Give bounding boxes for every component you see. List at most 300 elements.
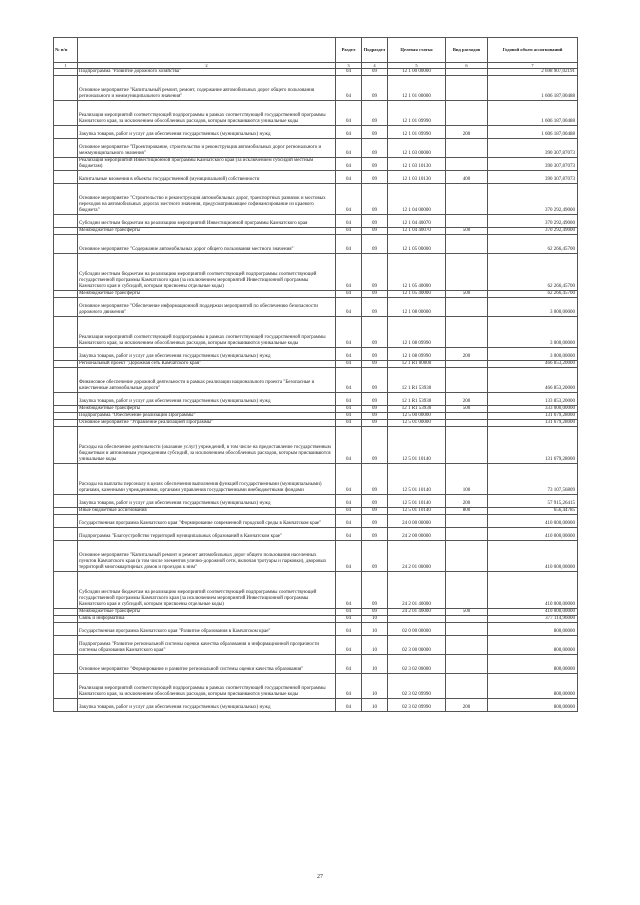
table-row (54, 348, 578, 361)
row-number-cell (54, 616, 78, 623)
row-amount-cell: 131 679,28000 (488, 413, 578, 420)
row-expense-type-cell: 500 (446, 406, 488, 413)
table-row (54, 528, 578, 541)
row-razdel-cell: 04 (336, 69, 362, 76)
row-amount-cell: 62 266,45700 (488, 254, 578, 291)
row-razdel-cell: 04 (336, 541, 362, 572)
table-row (54, 184, 578, 215)
row-razdel-cell: 04 (336, 298, 362, 317)
row-amount-cell: 390 307,87073 (488, 139, 578, 158)
row-razdel-cell: 04 (336, 393, 362, 406)
row-podrazdel-cell: 09 (362, 317, 388, 348)
row-expense-type-cell (446, 368, 488, 393)
row-podrazdel-cell: 09 (362, 572, 388, 609)
row-podrazdel-cell: 09 (362, 126, 388, 139)
row-razdel-cell: 04 (336, 655, 362, 674)
row-name-cell: Реализация мероприятий соответствующей подпрограммы в рамках соответствующей государственной программы Камчатского края, за исключением обособленных расходов, которым присваиваются уникальные коды (78, 101, 336, 126)
row-podrazdel-cell: 09 (362, 348, 388, 361)
row-name-cell: Расходы на обеспечение деятельности (оказание услуг) учреждений, в том числе на предоставление государственным бюджетным и автономным учреждениям субсидий, за исключением обособленных расходов, которым присваиваются уникальные коды (78, 427, 336, 464)
row-name-cell: Основное мероприятие "Управление реализацией Программы" (78, 420, 336, 427)
row-name-cell: Межбюджетные трансферты (78, 228, 336, 235)
row-podrazdel-cell: 09 (362, 254, 388, 291)
row-number-cell (54, 235, 78, 254)
table-row (54, 515, 578, 528)
row-number-cell (54, 171, 78, 184)
row-name-cell: Основное мероприятие "Содержание автомобильных дорог общего пользования местного значения" (78, 235, 336, 254)
row-target-article-cell: 24 2 01 40000 (388, 572, 446, 609)
row-podrazdel-cell: 09 (362, 298, 388, 317)
row-target-article-cell: 12 1 04 40070 (388, 215, 446, 228)
row-podrazdel-cell: 09 (362, 515, 388, 528)
table-row (54, 158, 578, 171)
row-target-article-cell: 02 3 02 09990 (388, 699, 446, 712)
table-row (54, 495, 578, 508)
row-name-cell: Закупка товаров, работ и услуг для обеспечения государственных (муниципальных) нужд (78, 348, 336, 361)
row-expense-type-cell (446, 420, 488, 427)
row-podrazdel-cell: 09 (362, 406, 388, 413)
row-expense-type-cell: 200 (446, 393, 488, 406)
table-row (54, 699, 578, 712)
row-expense-type-cell (446, 158, 488, 171)
row-name-cell: Основное мероприятие "Обеспечение информационной поддержки мероприятий по обеспечению безопасности дорожного движения" (78, 298, 336, 317)
row-name-cell: Подпрограмма "Развитие региональной системы оценки качества образования и информационной прозрачности системы образования Камчатского края" (78, 636, 336, 655)
row-name-cell: Реализация мероприятий соответствующей подпрограммы в рамках соответствующей государственной программы Камчатского края, за исключением обособленных расходов, которым присваиваются уникальные коды (78, 674, 336, 699)
row-podrazdel-cell: 09 (362, 291, 388, 298)
row-amount-cell: 2 698 907,02191 (488, 69, 578, 76)
row-amount-cell: 1 606 187,00488 (488, 101, 578, 126)
table-row (54, 368, 578, 393)
row-target-article-cell: 12 5 00 00000 (388, 413, 446, 420)
row-razdel-cell: 04 (336, 623, 362, 636)
row-name-cell: Межбюджетные трансферты (78, 406, 336, 413)
header-number: № п/п (54, 38, 78, 63)
row-podrazdel-cell: 09 (362, 393, 388, 406)
row-podrazdel-cell: 10 (362, 623, 388, 636)
row-number-cell (54, 69, 78, 76)
row-amount-cell: 800,00000 (488, 699, 578, 712)
column-number: 6 (446, 63, 488, 69)
row-expense-type-cell (446, 636, 488, 655)
header-target-article: Целевая статья (388, 38, 446, 63)
column-number: 5 (388, 63, 446, 69)
row-podrazdel-cell: 10 (362, 699, 388, 712)
row-name-cell: Субсидии местным бюджетам на реализацию мероприятий соответствующей подпрограммы соответствующей государственной программы Камчатского края (за исключением мероприятий Инвестиционной программы Камчатского края и субсидий, которым присвоены отдельные коды) (78, 572, 336, 609)
row-number-cell (54, 298, 78, 317)
row-razdel-cell: 04 (336, 508, 362, 515)
table-row (54, 139, 578, 158)
row-number-cell (54, 368, 78, 393)
row-razdel-cell: 04 (336, 76, 362, 101)
row-target-article-cell: 12 5 01 10140 (388, 495, 446, 508)
row-target-article-cell: 12 1 03 10130 (388, 171, 446, 184)
table-row (54, 636, 578, 655)
row-podrazdel-cell: 09 (362, 361, 388, 368)
row-expense-type-cell (446, 101, 488, 126)
row-amount-cell: 62 266,45700 (488, 291, 578, 298)
row-number-cell (54, 139, 78, 158)
row-name-cell: Межбюджетные трансферты (78, 291, 336, 298)
row-number-cell (54, 76, 78, 101)
header-name (78, 38, 336, 63)
row-name-cell: Государственная программа Камчатского края "Формирование современной городской среды в Камчатском крае" (78, 515, 336, 528)
row-name-cell: Закупка товаров, работ и услуг для обеспечения государственных (муниципальных) нужд (78, 699, 336, 712)
row-name-cell: Основное мероприятие "Формирование и развитие региональной системы оценки качества образования" (78, 655, 336, 674)
row-number-cell (54, 541, 78, 572)
row-number-cell (54, 348, 78, 361)
row-razdel-cell: 04 (336, 126, 362, 139)
row-podrazdel-cell: 09 (362, 368, 388, 393)
row-razdel-cell: 04 (336, 184, 362, 215)
row-target-article-cell: 12 1 04 00000 (388, 184, 446, 215)
row-razdel-cell: 04 (336, 636, 362, 655)
row-number-cell (54, 254, 78, 291)
row-amount-cell: 390 307,87073 (488, 158, 578, 171)
row-amount-cell: 466 853,20000 (488, 361, 578, 368)
table-body (54, 69, 578, 712)
row-razdel-cell: 04 (336, 158, 362, 171)
row-target-article-cell: 24 2 01 00000 (388, 541, 446, 572)
row-podrazdel-cell: 09 (362, 171, 388, 184)
header-annual-amount: Годовой объем ассигнований (488, 38, 578, 63)
table-row (54, 126, 578, 139)
row-expense-type-cell: 200 (446, 126, 488, 139)
row-amount-cell: 410 000,00000 (488, 528, 578, 541)
table-row (54, 508, 578, 515)
row-podrazdel-cell: 09 (362, 413, 388, 420)
table-row (54, 655, 578, 674)
table-row (54, 101, 578, 126)
row-amount-cell: 133 853,20000 (488, 393, 578, 406)
row-podrazdel-cell: 09 (362, 541, 388, 572)
row-podrazdel-cell: 09 (362, 76, 388, 101)
row-number-cell (54, 674, 78, 699)
row-podrazdel-cell: 09 (362, 184, 388, 215)
header-podrazdel: Подраздел (362, 38, 388, 63)
header-expense-type: Вид расходов (446, 38, 488, 63)
budget-table (53, 37, 578, 712)
row-target-article-cell: 12 1 R1 53930 (388, 368, 446, 393)
row-razdel-cell: 04 (336, 427, 362, 464)
row-razdel-cell: 04 (336, 254, 362, 291)
row-name-cell: Подпрограмма "Развитие дорожного хозяйства" (78, 69, 336, 76)
row-expense-type-cell: 200 (446, 699, 488, 712)
row-podrazdel-cell: 10 (362, 674, 388, 699)
row-amount-cell: 656,44785 (488, 508, 578, 515)
row-name-cell: Финансовое обеспечение дорожной деятельности в рамках реализации национального проекта "Безопасные и качественные автомобильные дороги" (78, 368, 336, 393)
row-podrazdel-cell: 10 (362, 655, 388, 674)
row-amount-cell: 3 000,00000 (488, 317, 578, 348)
row-amount-cell: 410 000,00000 (488, 572, 578, 609)
table-row (54, 298, 578, 317)
row-razdel-cell: 04 (336, 464, 362, 495)
row-name-cell: Основное мероприятие "Капитальный ремонт и ремонт автомобильных дорог общего пользования населенных пунктов Камчатского края (в том числе элементов улично-дорожной сети, включая тротуары и парковки), дворовых территорий многоквартирных домов и проездов к ним" (78, 541, 336, 572)
row-expense-type-cell: 100 (446, 464, 488, 495)
table-row (54, 413, 578, 420)
row-expense-type-cell (446, 616, 488, 623)
row-target-article-cell (388, 616, 446, 623)
table-row (54, 235, 578, 254)
row-amount-cell: 131 679,28000 (488, 420, 578, 427)
table-row (54, 228, 578, 235)
row-razdel-cell: 04 (336, 609, 362, 616)
row-expense-type-cell (446, 655, 488, 674)
row-amount-cell: 57 915,26415 (488, 495, 578, 508)
row-razdel-cell: 04 (336, 317, 362, 348)
table-row (54, 609, 578, 616)
table-row (54, 464, 578, 495)
table-header-row (54, 38, 578, 63)
row-podrazdel-cell: 09 (362, 228, 388, 235)
row-razdel-cell: 04 (336, 528, 362, 541)
row-target-article-cell: 24 0 00 00000 (388, 515, 446, 528)
row-target-article-cell: 12 1 R1 53930 (388, 393, 446, 406)
row-target-article-cell: 12 1 01 09990 (388, 101, 446, 126)
row-target-article-cell: 12 1 08 09990 (388, 348, 446, 361)
row-target-article-cell: 12 1 04 40070 (388, 228, 446, 235)
row-amount-cell: 3 000,00000 (488, 348, 578, 361)
row-amount-cell: 390 307,87073 (488, 171, 578, 184)
row-name-cell: Субсидии местным бюджетам на реализацию мероприятий соответствующей подпрограммы соответствующей государственной программы Камчатского края (за исключением мероприятий Инвестиционной программы Камчатского края и субсидий, которым присвоены отдельные коды) (78, 254, 336, 291)
row-expense-type-cell (446, 572, 488, 609)
table-row (54, 623, 578, 636)
row-expense-type-cell (446, 427, 488, 464)
row-target-article-cell: 12 1 R1 53930 (388, 406, 446, 413)
row-podrazdel-cell: 10 (362, 616, 388, 623)
row-target-article-cell: 12 1 08 00000 (388, 298, 446, 317)
table-row (54, 361, 578, 368)
row-name-cell: Основное мероприятие "Проектирование, строительство и реконструкция автомобильных дорог регионального и межмуниципального значения" (78, 139, 336, 158)
row-expense-type-cell: 400 (446, 171, 488, 184)
row-razdel-cell: 04 (336, 368, 362, 393)
row-razdel-cell: 04 (336, 616, 362, 623)
row-target-article-cell: 12 5 01 10140 (388, 464, 446, 495)
page-number: 27 (317, 874, 323, 880)
row-name-cell: Основное мероприятие "Капитальный ремонт, ремонт, содержание автомобильных дорог общего пользования регионального и межмуниципального значения" (78, 76, 336, 101)
row-target-article-cell: 12 1 05 40000 (388, 291, 446, 298)
row-name-cell: Подпрограмма "Благоустройство территорий муниципальных образований в Камчатском крае" (78, 528, 336, 541)
row-number-cell (54, 515, 78, 528)
row-amount-cell: 370 292,49000 (488, 184, 578, 215)
row-amount-cell: 370 292,49000 (488, 228, 578, 235)
row-target-article-cell: 12 5 01 10140 (388, 427, 446, 464)
row-amount-cell: 370 292,49000 (488, 215, 578, 228)
row-expense-type-cell (446, 317, 488, 348)
header-razdel: Раздел (336, 38, 362, 63)
row-target-article-cell: 12 1 03 00000 (388, 139, 446, 158)
row-name-cell: Межбюджетные трансферты (78, 609, 336, 616)
row-number-cell (54, 508, 78, 515)
row-number-cell (54, 126, 78, 139)
row-expense-type-cell (446, 541, 488, 572)
row-razdel-cell: 04 (336, 139, 362, 158)
row-podrazdel-cell: 09 (362, 69, 388, 76)
row-expense-type-cell (446, 298, 488, 317)
row-name-cell: Закупка товаров, работ и услуг для обеспечения государственных (муниципальных) нужд (78, 495, 336, 508)
row-expense-type-cell (446, 674, 488, 699)
row-name-cell: Основное мероприятие "Строительство и реконструкция автомобильных дорог, транспортных развязок и мостовых переходов на автомобильных дорогах местного значения, предусматривающее софинансирование из краевого бюджета" (78, 184, 336, 215)
column-number: 3 (336, 63, 362, 69)
row-expense-type-cell (446, 254, 488, 291)
row-amount-cell: 410 000,00000 (488, 515, 578, 528)
row-razdel-cell: 04 (336, 420, 362, 427)
row-razdel-cell: 04 (336, 348, 362, 361)
row-number-cell (54, 464, 78, 495)
row-expense-type-cell (446, 235, 488, 254)
table-row (54, 420, 578, 427)
row-amount-cell: 410 000,00000 (488, 541, 578, 572)
row-amount-cell: 62 266,45700 (488, 235, 578, 254)
row-name-cell: Капитальные вложения в объекты государственной (муниципальной) собственности (78, 171, 336, 184)
row-podrazdel-cell: 09 (362, 158, 388, 171)
table-row (54, 616, 578, 623)
table-row (54, 291, 578, 298)
row-name-cell: Расходы на выплаты персоналу в целях обеспечения выполнения функций государственными (муниципальными) органами, казенными учреждениями, органами управления государственными внебюджетными фондами (78, 464, 336, 495)
row-podrazdel-cell: 10 (362, 636, 388, 655)
row-name-cell: Закупка товаров, работ и услуг для обеспечения государственных (муниципальных) нужд (78, 393, 336, 406)
row-name-cell: Государственная программа Камчатского края "Развитие образования в Камчатском крае" (78, 623, 336, 636)
row-number-cell (54, 215, 78, 228)
row-expense-type-cell (446, 361, 488, 368)
row-podrazdel-cell: 09 (362, 528, 388, 541)
row-target-article-cell: 24 2 01 40000 (388, 609, 446, 616)
row-podrazdel-cell: 09 (362, 215, 388, 228)
row-number-cell (54, 317, 78, 348)
table-row (54, 317, 578, 348)
row-number-cell (54, 413, 78, 420)
row-name-cell: Подпрограмма "Обеспечение реализации Программы" (78, 413, 336, 420)
table-row (54, 393, 578, 406)
row-number-cell (54, 361, 78, 368)
row-podrazdel-cell: 09 (362, 235, 388, 254)
row-target-article-cell: 12 5 01 00000 (388, 420, 446, 427)
row-razdel-cell: 04 (336, 101, 362, 126)
row-expense-type-cell (446, 69, 488, 76)
table-row (54, 69, 578, 76)
row-target-article-cell: 12 1 08 09990 (388, 317, 446, 348)
row-number-cell (54, 699, 78, 712)
row-target-article-cell: 02 3 02 00000 (388, 655, 446, 674)
row-expense-type-cell (446, 515, 488, 528)
row-name-cell: Региональный проект "Дорожная сеть Камчатского края" (78, 361, 336, 368)
row-podrazdel-cell: 09 (362, 420, 388, 427)
row-podrazdel-cell: 09 (362, 508, 388, 515)
row-target-article-cell: 12 1 03 10130 (388, 158, 446, 171)
table-row (54, 541, 578, 572)
table-row (54, 572, 578, 609)
row-number-cell (54, 291, 78, 298)
row-name-cell: Связь и информатика (78, 616, 336, 623)
row-target-article-cell: 12 5 01 10140 (388, 508, 446, 515)
row-razdel-cell: 04 (336, 361, 362, 368)
row-number-cell (54, 228, 78, 235)
column-number: 4 (362, 63, 388, 69)
row-target-article-cell: 12 1 00 00000 (388, 69, 446, 76)
row-amount-cell: 3 000,00000 (488, 298, 578, 317)
row-razdel-cell: 04 (336, 413, 362, 420)
row-expense-type-cell (446, 528, 488, 541)
row-expense-type-cell (446, 413, 488, 420)
row-number-cell (54, 406, 78, 413)
row-amount-cell: 800,00000 (488, 636, 578, 655)
row-target-article-cell: 12 1 01 00000 (388, 76, 446, 101)
table-row (54, 76, 578, 101)
row-target-article-cell: 12 1 05 00000 (388, 235, 446, 254)
row-amount-cell: 800,00000 (488, 623, 578, 636)
row-number-cell (54, 623, 78, 636)
row-razdel-cell: 04 (336, 291, 362, 298)
column-number: 1 (54, 63, 78, 69)
column-number: 7 (488, 63, 578, 69)
row-number-cell (54, 609, 78, 616)
table-row (54, 427, 578, 464)
row-number-cell (54, 636, 78, 655)
row-podrazdel-cell: 09 (362, 139, 388, 158)
row-expense-type-cell: 500 (446, 228, 488, 235)
row-number-cell (54, 158, 78, 171)
row-number-cell (54, 495, 78, 508)
row-razdel-cell: 04 (336, 406, 362, 413)
row-expense-type-cell: 800 (446, 508, 488, 515)
row-expense-type-cell: 500 (446, 609, 488, 616)
row-target-article-cell: 02 3 00 00000 (388, 636, 446, 655)
row-razdel-cell: 04 (336, 171, 362, 184)
row-amount-cell: 466 853,20000 (488, 368, 578, 393)
row-target-article-cell: 12 1 05 40000 (388, 254, 446, 291)
row-amount-cell: 1 606 187,00488 (488, 76, 578, 101)
row-expense-type-cell (446, 76, 488, 101)
row-target-article-cell: 02 3 02 09990 (388, 674, 446, 699)
row-podrazdel-cell: 09 (362, 609, 388, 616)
row-amount-cell: 377 114,96000 (488, 616, 578, 623)
row-number-cell (54, 420, 78, 427)
row-expense-type-cell (446, 184, 488, 215)
row-amount-cell: 800,00000 (488, 655, 578, 674)
row-name-cell: Субсидии местным бюджетам на реализацию мероприятий Инвестиционной программы Камчатского края (78, 215, 336, 228)
row-name-cell: Реализация мероприятий Инвестиционной программы Камчатского края (за исключением субсидий местным бюджетам) (78, 158, 336, 171)
row-expense-type-cell: 200 (446, 495, 488, 508)
row-number-cell (54, 572, 78, 609)
row-amount-cell: 800,00000 (488, 674, 578, 699)
row-razdel-cell: 04 (336, 515, 362, 528)
row-razdel-cell: 04 (336, 228, 362, 235)
row-podrazdel-cell: 09 (362, 495, 388, 508)
table-row (54, 171, 578, 184)
row-number-cell (54, 655, 78, 674)
row-name-cell: Реализация мероприятий соответствующей подпрограммы в рамках соответствующей государственной программы Камчатского края, за исключением обособленных расходов, которым присваиваются уникальные коды (78, 317, 336, 348)
table-row (54, 215, 578, 228)
row-number-cell (54, 393, 78, 406)
row-target-article-cell: 12 1 01 09990 (388, 126, 446, 139)
row-number-cell (54, 528, 78, 541)
row-razdel-cell: 04 (336, 235, 362, 254)
row-expense-type-cell (446, 623, 488, 636)
row-target-article-cell: 02 0 00 00000 (388, 623, 446, 636)
row-podrazdel-cell: 09 (362, 101, 388, 126)
row-target-article-cell: 12 1 R1 00000 (388, 361, 446, 368)
row-amount-cell: 1 606 187,00488 (488, 126, 578, 139)
row-expense-type-cell: 200 (446, 348, 488, 361)
row-expense-type-cell: 500 (446, 291, 488, 298)
row-number-cell (54, 184, 78, 215)
row-number-cell (54, 101, 78, 126)
row-razdel-cell: 04 (336, 215, 362, 228)
row-razdel-cell: 04 (336, 572, 362, 609)
row-name-cell: Закупка товаров, работ и услуг для обеспечения государственных (муниципальных) нужд (78, 126, 336, 139)
row-podrazdel-cell: 09 (362, 427, 388, 464)
row-podrazdel-cell: 09 (362, 464, 388, 495)
row-target-article-cell: 24 2 00 00000 (388, 528, 446, 541)
table-row (54, 406, 578, 413)
